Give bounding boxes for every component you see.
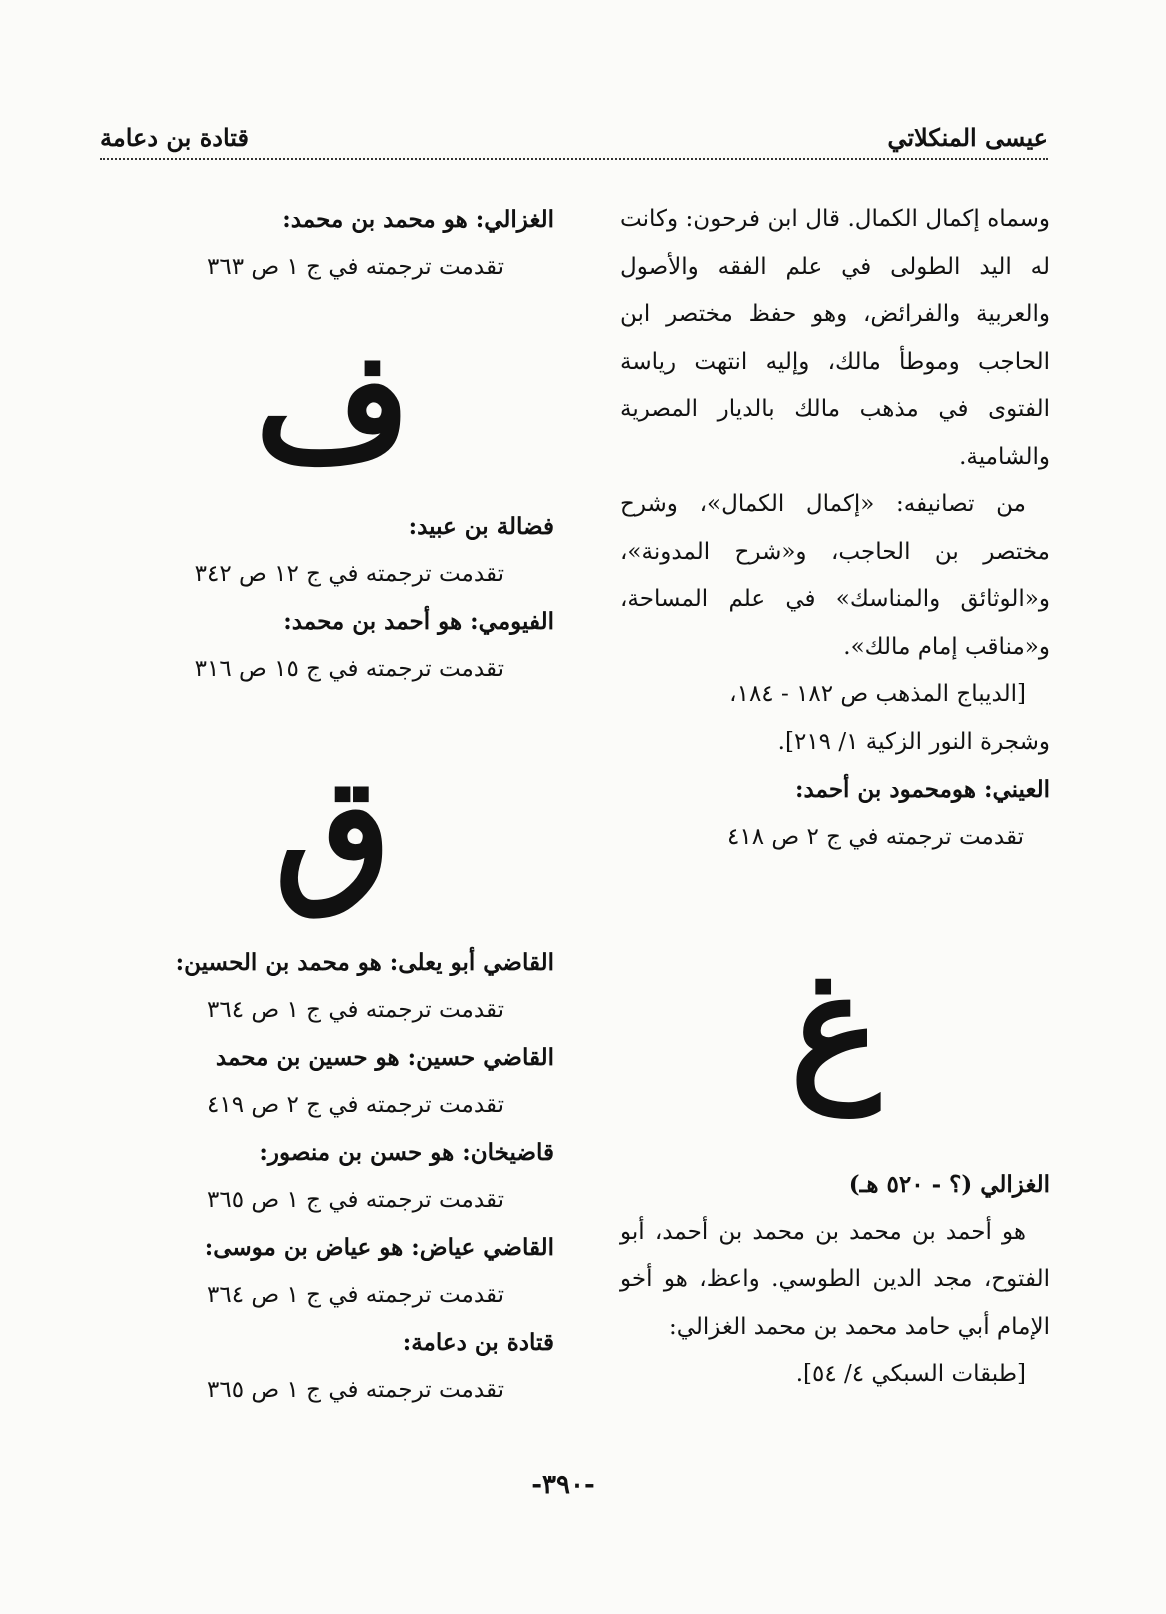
page-number-text: -٣٩٠- bbox=[531, 1470, 595, 1500]
entry-ghazali-heading: الغزالي (؟ - ٥٢٠ هـ) bbox=[848, 1171, 1050, 1198]
entry-qadikhan-heading: قاضيخان: هو حسن بن منصور: bbox=[259, 1139, 554, 1166]
entry-fadala-heading: فضالة بن عبيد: bbox=[408, 513, 554, 540]
right-column bbox=[620, 196, 1050, 1399]
entry-ghazali2-crossref: تقدمت ترجمته في ج ١ ص ٣٦٣ bbox=[206, 253, 504, 280]
entry-husayn-crossref: تقدمت ترجمته في ج ٢ ص ٤١٩ bbox=[206, 1091, 504, 1118]
running-head-left: قتادة بن دعامة bbox=[100, 123, 249, 152]
running-header bbox=[100, 116, 1048, 160]
source-reference-line2: وشجرة النور الزكية ١/ ٢١٩]. bbox=[777, 728, 1050, 755]
entry-qatada-heading: قتادة بن دعامة: bbox=[402, 1329, 554, 1356]
page-number bbox=[0, 1470, 1166, 1500]
entry-fadala-crossref: تقدمت ترجمته في ج ١٢ ص ٣٤٢ bbox=[194, 560, 504, 587]
entry-qatada-crossref: تقدمت ترجمته في ج ١ ص ٣٦٥ bbox=[206, 1376, 504, 1403]
entry-fayyumi-crossref: تقدمت ترجمته في ج ١٥ ص ٣١٦ bbox=[194, 655, 504, 682]
left-column bbox=[112, 196, 554, 1414]
section-letter-qaf: ق bbox=[274, 744, 392, 920]
entry-qadikhan-crossref: تقدمت ترجمته في ج ١ ص ٣٦٥ bbox=[206, 1186, 504, 1213]
kamal-biography-paragraph: وسماه إكمال الكمال. قال ابن فرحون: وكانت له اليد الطولى في علم الفقه والأصول والعربية والفرائض، وهو حفظ مختصر ابن الحاجب وموطأ مالك، وإليه انتهت رياسة الفتوى في مذهب مالك بالديار المصرية والشامية. bbox=[620, 206, 1050, 470]
entry-ghazali-body: هو أحمد بن محمد بن محمد بن أحمد، أبو الفتوح، مجد الدين الطوسي. واعظ، هو أخو الإمام أبي حامد محمد بن محمد الغزالي: bbox=[620, 1218, 1050, 1340]
entry-husayn-heading: القاضي حسين: هو حسين بن محمد bbox=[215, 1044, 554, 1071]
entry-ayni-crossref: تقدمت ترجمته في ج ٢ ص ٤١٨ bbox=[726, 823, 1024, 850]
works-paragraph: من تصانيفه: «إكمال الكمال»، وشرح مختصر بن الحاجب، و«شرح المدونة»، و«الوثائق والمناسك» في علم المساحة، و«مناقب إمام مالك». bbox=[620, 491, 1050, 660]
entry-ghazali2-heading: الغزالي: هو محمد بن محمد: bbox=[282, 206, 554, 233]
entry-abuyala-crossref: تقدمت ترجمته في ج ١ ص ٣٦٤ bbox=[206, 996, 504, 1023]
entry-abuyala-heading: القاضي أبو يعلى: هو محمد بن الحسين: bbox=[175, 949, 554, 976]
entry-iyad-crossref: تقدمت ترجمته في ج ١ ص ٣٦٤ bbox=[206, 1281, 504, 1308]
entry-iyad-heading: القاضي عياض: هو عياض بن موسى: bbox=[204, 1234, 554, 1261]
source-reference-line1: [الديباج المذهب ص ١٨٢ - ١٨٤، bbox=[729, 681, 1026, 707]
section-letter-ghain: غ bbox=[790, 940, 880, 1116]
entry-fayyumi-heading: الفيومي: هو أحمد بن محمد: bbox=[283, 608, 554, 635]
running-head-right: عيسى المنكلاتي bbox=[887, 123, 1048, 152]
entry-ayni-heading: العيني: هومحمود بن أحمد: bbox=[794, 776, 1050, 803]
entry-ghazali-reference: [طبقات السبكي ٤/ ٥٤]. bbox=[795, 1361, 1026, 1387]
section-letter-fa: ف bbox=[255, 318, 411, 494]
